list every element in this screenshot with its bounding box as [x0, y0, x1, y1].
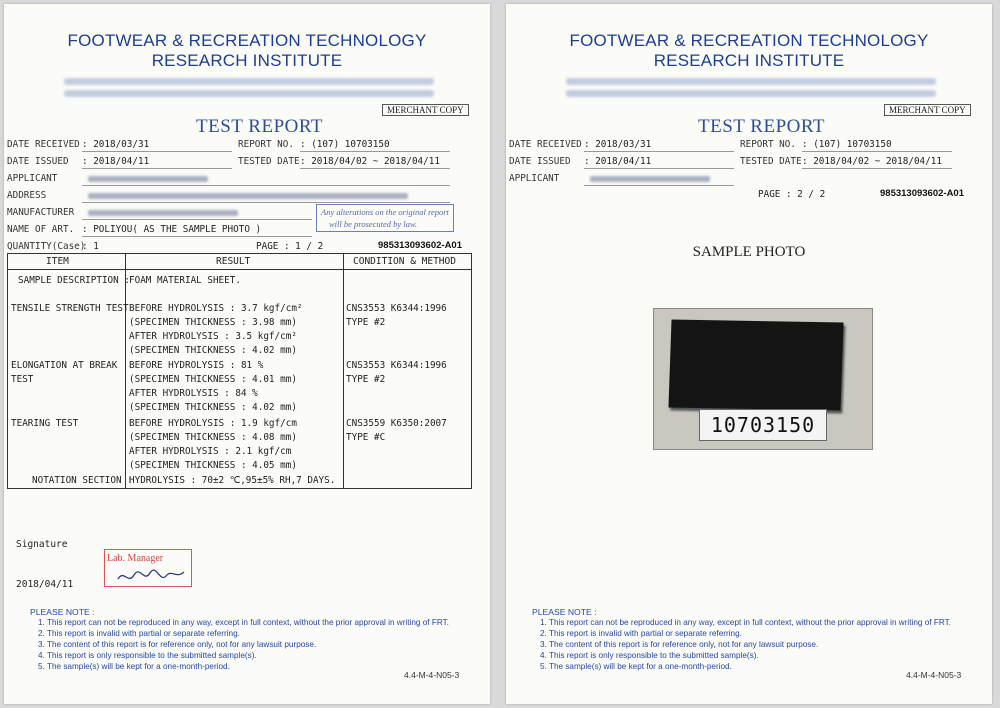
blurred-applicant — [88, 176, 208, 182]
report-no-label: REPORT NO. — [740, 139, 796, 150]
stamp-line2: will be prosecuted by law. — [329, 219, 418, 229]
report-no-value: : (107) 10703150 — [802, 139, 892, 150]
name-of-art-value: : POLIYOU( AS THE SAMPLE PHOTO ) — [82, 224, 262, 235]
lab-manager-stamp-text: Lab. Manager — [107, 553, 164, 564]
blurred-applicant — [590, 176, 710, 182]
table-row-item: TENSILE STRENGTH TEST — [11, 303, 129, 314]
table-row-item: TEST — [11, 374, 34, 385]
page-number: PAGE : 2 / 2 — [758, 189, 826, 200]
table-row-result: (SPECIMEN THICKNESS : 3.98 mm) — [129, 317, 297, 328]
foam-sheet — [668, 319, 843, 410]
notes-heading: PLEASE NOTE : — [532, 607, 597, 617]
tested-date-value: : 2018/04/02 ~ 2018/04/11 — [802, 156, 942, 167]
header-item: ITEM — [46, 256, 69, 267]
underline — [802, 151, 952, 152]
table-row-item: TEARING TEST — [11, 418, 79, 429]
table-divider — [343, 254, 344, 488]
note-item: 5. The sample(s) will be kept for a one-month-period. — [38, 662, 230, 671]
table-row-method: CNS3553 K6344:1996 — [346, 360, 447, 371]
report-title: TEST REPORT — [698, 116, 825, 137]
date-received-label: DATE RECEIVED — [7, 139, 80, 150]
table-row-result: (SPECIMEN THICKNESS : 4.02 mm) — [129, 402, 297, 413]
signature-label: Signature — [16, 539, 68, 550]
institute-name-line1: FOOTWEAR & RECREATION TECHNOLOGY — [569, 31, 929, 50]
underline — [82, 185, 450, 186]
date-issued-value: : 2018/04/11 — [82, 156, 150, 167]
notation-section-value: HYDROLYSIS : 70±2 ℃,95±5% RH,7 DAYS. — [129, 475, 336, 486]
date-received-value: : 2018/03/31 — [82, 139, 150, 150]
page-number: PAGE : 1 / 2 — [256, 241, 324, 252]
note-item: 1. This report can not be reproduced in any way, except in full context, without the prior approval in writing of FRT. — [540, 618, 951, 627]
underline — [82, 151, 232, 152]
quantity-label: QUANTITY(Case) — [7, 241, 86, 252]
table-row-result: (SPECIMEN THICKNESS : 4.05 mm) — [129, 460, 297, 471]
sample-description-label: SAMPLE DESCRIPTION : — [18, 275, 130, 286]
table-row-method: TYPE #C — [346, 432, 386, 443]
report-code: 985313093602-A01 — [880, 188, 964, 199]
blurred-contact-line — [64, 90, 434, 97]
notes-heading: PLEASE NOTE : — [30, 607, 95, 617]
blurred-contact-line — [566, 90, 936, 97]
handwritten-signature — [116, 567, 186, 587]
blurred-address-line — [566, 78, 936, 85]
header-condition-method: CONDITION & METHOD — [353, 256, 456, 267]
tested-date-label: TESTED DATE — [238, 156, 300, 167]
note-item: 3. The content of this report is for reference only, not for any lawsuit purpose. — [38, 640, 317, 649]
note-item: 2. This report is invalid with partial or separate referring. — [38, 629, 240, 638]
stamp-line1: Any alterations on the original report — [321, 207, 449, 217]
underline — [82, 202, 450, 203]
table-header-rule — [8, 269, 471, 270]
underline — [584, 168, 734, 169]
date-received-label: DATE RECEIVED — [509, 139, 582, 150]
note-item: 4. This report is only responsible to the submitted sample(s). — [540, 651, 759, 660]
report-no-value: : (107) 10703150 — [300, 139, 390, 150]
underline — [82, 236, 312, 237]
underline — [584, 185, 734, 186]
form-code: 4.4-M-4-N05-3 — [906, 670, 962, 680]
underline — [82, 219, 312, 220]
manufacturer-label: MANUFACTURER — [7, 207, 75, 218]
blurred-address-line — [64, 78, 434, 85]
date-issued-label: DATE ISSUED — [509, 156, 571, 167]
table-row-result: (SPECIMEN THICKNESS : 4.02 mm) — [129, 345, 297, 356]
form-code: 4.4-M-4-N05-3 — [404, 670, 460, 680]
blurred-manufacturer — [88, 210, 238, 216]
notation-section-label: NOTATION SECTION : — [32, 475, 133, 486]
report-title: TEST REPORT — [196, 116, 323, 137]
merchant-copy-label: MERCHANT COPY — [884, 104, 971, 116]
table-divider — [125, 254, 126, 488]
table-row-method: CNS3553 K6344:1996 — [346, 303, 447, 314]
merchant-copy-label: MERCHANT COPY — [382, 104, 469, 116]
applicant-label: APPLICANT — [7, 173, 58, 184]
sample-photo-label: 10703150 — [699, 409, 827, 441]
report-no-label: REPORT NO. — [238, 139, 294, 150]
note-item: 1. This report can not be reproduced in any way, except in full context, without the prior approval in writing of FRT. — [38, 618, 449, 627]
note-item: 3. The content of this report is for reference only, not for any lawsuit purpose. — [540, 640, 819, 649]
note-item: 2. This report is invalid with partial or separate referring. — [540, 629, 742, 638]
name-of-art-label: NAME OF ART. — [7, 224, 75, 235]
header-result: RESULT — [216, 256, 251, 267]
table-row-result: AFTER HYDROLYSIS : 84 % — [129, 388, 258, 399]
tested-date-value: : 2018/04/02 ~ 2018/04/11 — [300, 156, 440, 167]
report-code: 985313093602-A01 — [378, 240, 462, 251]
tested-date-label: TESTED DATE — [740, 156, 802, 167]
table-row-item: ELONGATION AT BREAK — [11, 360, 118, 371]
sample-photo — [653, 308, 873, 450]
date-received-value: : 2018/03/31 — [584, 139, 652, 150]
table-row-method: TYPE #2 — [346, 317, 386, 328]
report-page-1 — [4, 4, 490, 704]
table-row-method: CNS3559 K6350:2007 — [346, 418, 447, 429]
underline — [82, 168, 232, 169]
signature-date: 2018/04/11 — [16, 579, 74, 590]
underline — [300, 151, 450, 152]
quantity-value: : 1 — [82, 241, 99, 252]
table-row-result: (SPECIMEN THICKNESS : 4.08 mm) — [129, 432, 297, 443]
applicant-label: APPLICANT — [509, 173, 560, 184]
report-page-2 — [506, 4, 992, 704]
table-row-result: AFTER HYDROLYSIS : 2.1 kgf/cm — [129, 446, 292, 457]
underline — [802, 168, 952, 169]
underline — [584, 151, 734, 152]
table-row-result: BEFORE HYDROLYSIS : 3.7 kgf/cm² — [129, 303, 303, 314]
table-row-method: TYPE #2 — [346, 374, 386, 385]
address-label: ADDRESS — [7, 190, 47, 201]
institute-name-line1: FOOTWEAR & RECREATION TECHNOLOGY — [67, 31, 427, 50]
sample-photo-title: SAMPLE PHOTO — [692, 244, 806, 260]
table-row-result: (SPECIMEN THICKNESS : 4.01 mm) — [129, 374, 297, 385]
alteration-warning-stamp — [316, 204, 454, 232]
note-item: 5. The sample(s) will be kept for a one-month-period. — [540, 662, 732, 671]
institute-name-line2: RESEARCH INSTITUTE — [151, 51, 343, 70]
table-row-result: BEFORE HYDROLYSIS : 81 % — [129, 360, 264, 371]
results-table — [7, 253, 472, 489]
table-row-result: AFTER HYDROLYSIS : 3.5 kgf/cm² — [129, 331, 297, 342]
sample-description-value: FOAM MATERIAL SHEET. — [129, 275, 241, 286]
institute-name-line2: RESEARCH INSTITUTE — [653, 51, 845, 70]
date-issued-label: DATE ISSUED — [7, 156, 69, 167]
date-issued-value: : 2018/04/11 — [584, 156, 652, 167]
note-item: 4. This report is only responsible to the submitted sample(s). — [38, 651, 257, 660]
table-row-result: BEFORE HYDROLYSIS : 1.9 kgf/cm — [129, 418, 297, 429]
underline — [300, 168, 450, 169]
blurred-address — [88, 193, 408, 199]
